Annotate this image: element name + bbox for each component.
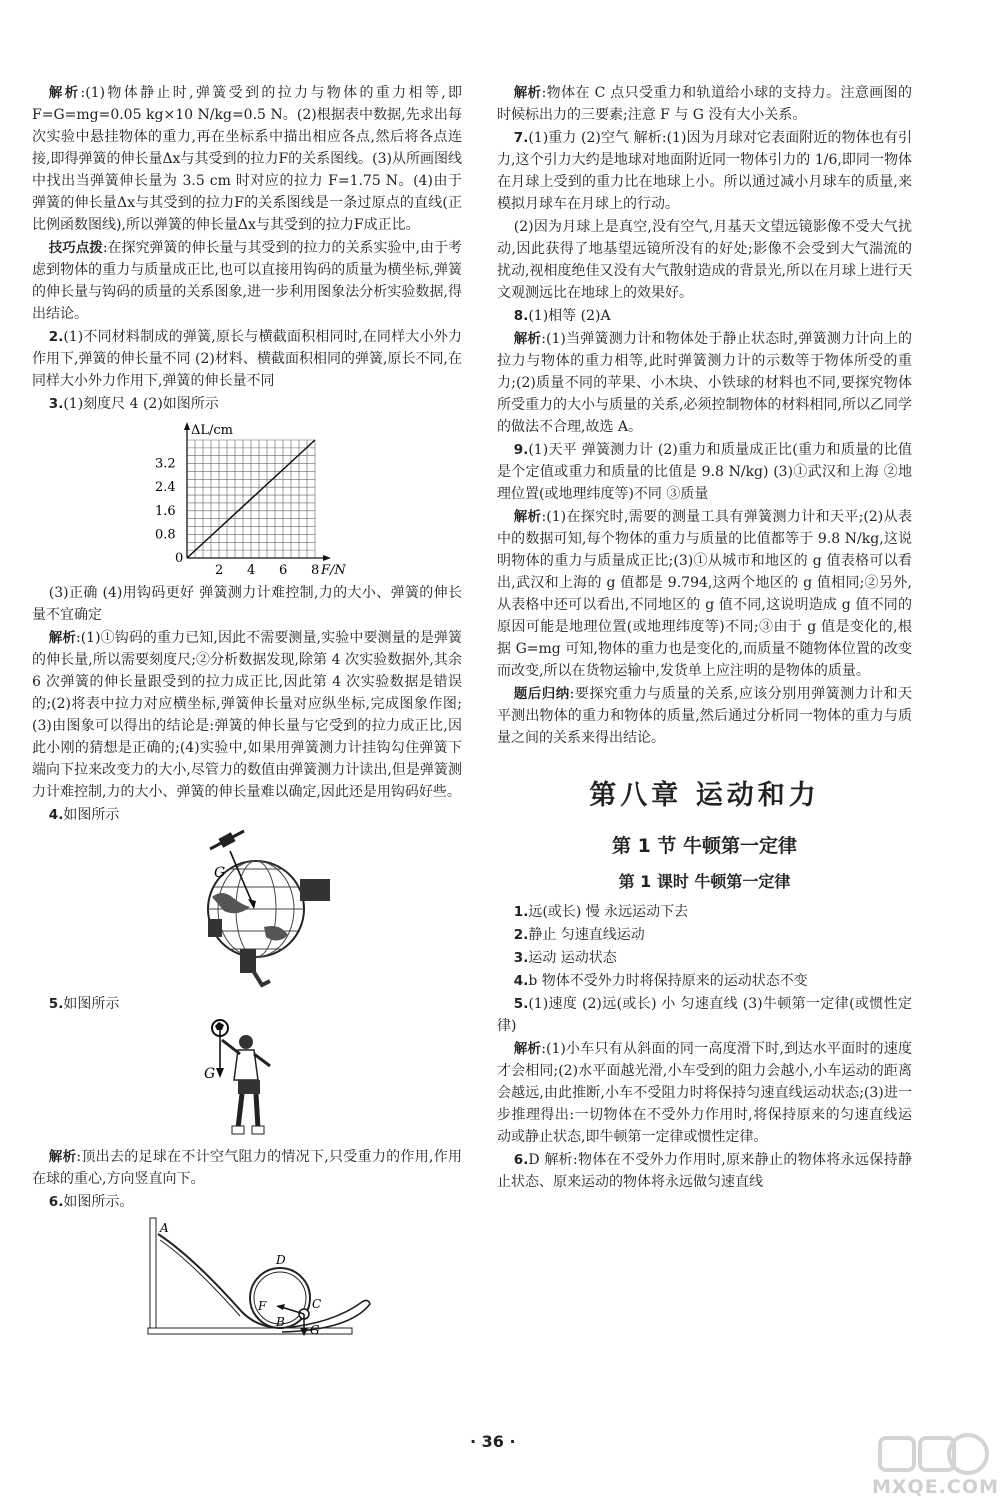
left-column [32,82,462,1340]
item-number: 5. [48,996,64,1012]
answer-item: 4.b 物体不受外力时将保持原来的运动状态不变 [513,973,808,989]
page-number: · 36 · [470,1432,516,1451]
paragraph: (2)因为月球上是真空,没有空气,月基天文望远镜影像不受大气扰动,因此获得了地基望远镜所没有的好处;影像不会受到大气湍流的扰动,视相度绝佳又没有大气散射造成的背景光,所以在月球上进行天文观测远比在地球上的效果好。 [497,219,912,301]
lead-label: 解析 [48,630,76,646]
paragraph: 解析:物体在 C 点只受重力和轨道给小球的支持力。注意画图的时候标出力的三要素;注意 F 与 G 没有大小关系。 [497,85,913,123]
lead-label: 解析 [513,331,542,347]
stretch-force-chart [32,418,462,578]
y-tick-label: 3.2 [155,456,176,472]
track-rail [158,1234,282,1328]
paragraph: 9.(1)天平 弹簧测力计 (2)重力和质量成正比(重力和质量的比值是个定值或重力和质量的比值是 9.8 N/kg) (3)①武汉和上海 ②地理位置(或地理纬度等)不同 ③质量 [497,442,912,502]
item-number: 7. [513,130,529,146]
x-tick-label: 6 [279,563,288,578]
paragraph: 7.(1)重力 (2)空气 解析:(1)因为月球对它表面附近的物体也有引力,这个引力大约是地球对地面附近同一物体引力的 1/6,即同一物体在月球上受到的重力比在地球上小。所以通过减小月球车的质量,来模拟月球车在月球上的行动。 [497,130,912,212]
gravity-label: G [204,1066,216,1082]
lead-label: 解析 [513,85,542,101]
track-figure [32,1216,462,1336]
label-a: A [160,1221,169,1235]
label-g: G [310,1323,320,1336]
y-tick-label: 2.4 [155,480,176,496]
paragraph: 2.(1)不同材料制成的弹簧,原长与横截面积相同时,在同样大小外力作用下,弹簧的伸长量不同 (2)材料、横截面积相同的弹簧,原长不同,在同样大小外力作用下,弹簧的伸长量不同 [32,329,462,389]
globe-figure [32,829,462,989]
lead-label: 题后归纳 [513,686,570,702]
item-number: 2. [48,329,64,345]
lead-label: 技巧点拨 [48,240,103,256]
answer-item: 5.(1)速度 (2)远(或长) 小 匀速直线 (3)牛顿第一定律(或惯性定律) [497,996,912,1034]
item-number: 8. [513,308,529,324]
item-number: 9. [513,442,529,458]
paragraph: 6.如图所示。 [48,1194,134,1210]
paragraph: 3.(1)刻度尺 4 (2)如图所示 [48,396,219,412]
label-d: D [276,1253,286,1267]
paragraph: 技巧点拨:在探究弹簧的伸长量与其受到的拉力的关系实验中,由于考虑到物体的重力与质量成正比,也可以直接用钩码的质量为横坐标,弹簧的伸长量与钩码的质量的关系图象,进一步利用图象法分析实验数据,得出结论。 [32,240,463,322]
x-axis-arrow [323,555,331,561]
y-tick-label: 1.6 [155,503,176,519]
chapter-title: 第八章 运动和力 [589,780,820,811]
watermark-logo [872,1430,999,1498]
y-tick-label: 0 [175,551,184,566]
y-axis-label: ΔL/cm [191,423,234,438]
answer-item: 3.运动 运动状态 [513,950,617,966]
paragraph: 解析:(1)在探究时,需要的测量工具有弹簧测力计和天平;(2)从表中的数据可知,每个物体的重力与质量的比值都等于 9.8 N/kg,这说明物体的重力与质量成正比;(3)①从城市和地区的 g 值表格可以看出,武汉和上海的 g 值都是 9.794,这两个地区的 g 值相同;②另外,从表格中还可以看出,不同地区的 g 值不同,这说明造成 g 值不同的原因可能是地理位置(或地理纬度等)不同;③由于 g 值是变化的,根据 G=mg 可知,物体的重力也是变化的,而质量不随物体位置的改变而改变,所以在货物运输中,发货单上应注明的是物体的质量。 [497,509,913,679]
item-number: 6. [48,1194,64,1210]
paragraph: (3)正确 (4)用钩码更好 弹簧测力计难控制,力的大小、弹簧的伸长量不宜确定 [32,585,462,623]
lead-label: 解析 [48,1149,77,1165]
answer-item: 2.静止 匀速直线运动 [513,927,645,943]
watermark-text: MXQE.COM [872,1476,999,1498]
paragraph: 题后归纳:要探究重力与质量的关系,应该分别用弹簧测力计和天平测出物体的重力和物体的质量,然后通过分析同一物体的重力与质量之间的关系来得出结论。 [497,686,913,746]
x-tick-label: 4 [247,563,256,578]
right-column [497,82,912,1194]
paragraph: 解析:顶出去的足球在不计空气阻力的情况下,只受重力的作用,作用在球的重心,方向竖直向下。 [32,1149,462,1187]
lesson-title: 第 1 课时 牛顿第一定律 [618,872,791,891]
gravity-label: G [214,865,226,881]
y-axis-arrow [184,422,190,430]
label-c: C [312,1297,322,1311]
paragraph: 8.(1)相等 (2)A [513,308,611,324]
paragraph: 解析:(1)当弹簧测力计和物体处于静止状态时,弹簧测力计向上的拉力与物体的重力相等,此时弹簧测力计的示数等于物体所受的重力;(2)质量不同的苹果、小木块、小铁球的材料也不同,要探究物体所受重力的大小与质量的关系,必须控制物体的材料相同,所以乙同学的做法不合理,故选 A。 [497,331,913,435]
x-axis-label: F/N [321,563,346,578]
satellite-icon [210,831,244,849]
x-tick-label: 2 [215,563,224,578]
item-number: 3. [48,396,64,412]
lead-label: 解析 [513,509,542,525]
paragraph: 4.如图所示 [48,807,120,823]
paragraph: 解析:(1)①钩码的重力已知,因此不需要测量,实验中要测量的是弹簧的伸长量,所以需要刻度尺;②分析数据发现,除第 4 次实验数据外,其余 6 次弹簧的伸长量跟受到的拉力成正比,因此第 4 次实验数据是错误的;(2)将表中拉力对应横坐标,弹簧伸长量对应纵坐标,完成图象作图;(3)由图象可以得出的结论是:弹簧的伸长量与它受到的拉力成正比,因此小刚的猜想是正确的;(4)实验中,如果用弹簧测力计挂钩勾住弹簧下端向下拉来改变力的大小,尽管力的数值由弹簧测力计读出,但是弹簧测力计难控制,力的大小、弹簧的伸长量难以确定,因此还是用钩码好些。 [32,630,463,800]
answer-item: 1.远(或长) 慢 永远运动下去 [513,904,689,920]
paragraph: 解析:(1)物体静止时,弹簧受到的拉力与物体的重力相等,即 F=G=mg=0.05 kg×10 N/kg=0.5 N。(2)根据表中数据,先求出每次实验中悬挂物体的重力,再在坐标系中描出相应各点,然后将各点连接,即得弹簧的伸长量Δx与其受到的拉力F的关系图线。(3)从所画图线中找出当弹簧伸长量为 3.5 cm 时对应的拉力 F=1.75 N。(4)由于弹簧的伸长量Δx与其受到的拉力F的关系图线是一条过原点的直线(正比例函数图线),所以弹簧的伸长量Δx与其受到的拉力F成正比。 [32,85,462,233]
item-number: 4. [48,807,64,823]
football-player-figure [32,1018,462,1142]
section-title: 第 1 节 牛顿第一定律 [611,835,798,857]
lead-label: 解析 [48,85,81,101]
answer-item: 6.D 解析:物体在不受外力作用时,原来静止的物体将永远保持静止状态、原来运动的物体将永远做匀速直线 [497,1152,912,1190]
player-icon [222,1035,270,1134]
x-tick-label: 8 [311,563,320,578]
paragraph: 5.如图所示 [48,996,120,1012]
answer-item: 解析:(1)小车只有从斜面的同一高度滑下时,到达水平面时的速度才会相同;(2)水平面越光滑,小车受到的阻力会越小,小车运动的距离会越远,由此推断,小车不受阻力时将保持匀速直线运动状态;(3)进一步推理得出:一切物体在不受外力作用时,将保持原来的匀速直线运动或静止状态,即牛顿第一定律或惯性定律。 [497,1041,913,1145]
y-tick-label: 0.8 [155,527,176,543]
label-b: B [276,1315,285,1329]
track-stand [148,1218,352,1334]
label-f: F [258,1299,267,1313]
